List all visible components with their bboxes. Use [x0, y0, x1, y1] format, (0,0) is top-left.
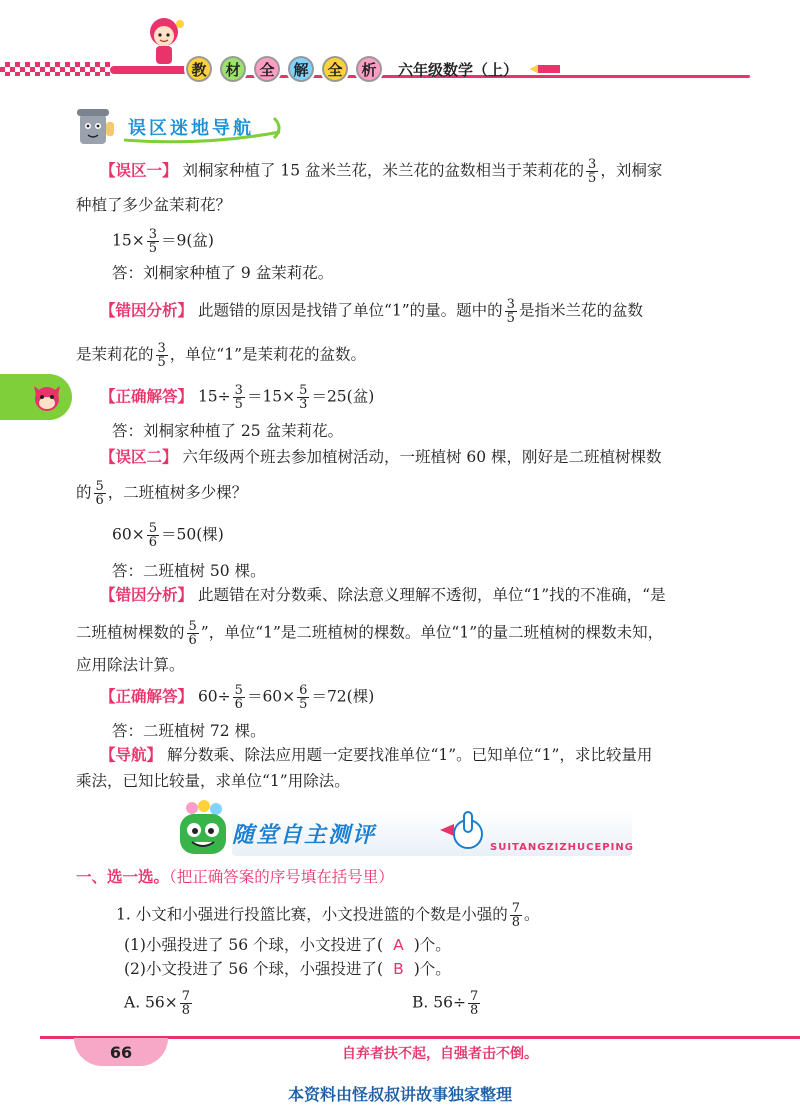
question-1-part-1: (1)小强投进了 56 个球，小文投进了( A )个。 — [124, 936, 451, 954]
error1-work: 15× $\frac{3}{5}$ ＝9(盆) — [112, 227, 214, 256]
fraction-3-5: $\frac{3}{5}$ — [588, 157, 597, 186]
error2-correct: 【正确解答】 60÷ $\frac{5}{6}$ ＝60× $\frac{6}{5}$ ＝72(棵) — [100, 683, 375, 712]
fraction-5-3: $\frac{5}{3}$ — [299, 383, 308, 412]
book-title-badges — [184, 54, 384, 84]
error1-correct-answer: 答：刘桐家种植了 25 盆茉莉花。 — [112, 422, 344, 440]
error1-tag: 【误区一】 — [100, 161, 178, 180]
fraction-7-8: $\frac{7}{8}$ — [181, 989, 191, 1018]
footer-credit: 本资料由怪叔叔讲故事独家整理 — [287, 1085, 512, 1104]
answer-blank-1[interactable]: A — [393, 936, 404, 954]
error1-cause-line1: 【错因分析】 此题错的原因是找错了单位“1”的量。题中的 $\frac{3}{5}$ 是指米兰花的盆数 — [100, 297, 643, 326]
pen-icon — [530, 64, 560, 74]
correct-tag: 【正确解答】 — [100, 387, 194, 406]
fraction-3-5: $\frac{3}{5}$ — [506, 297, 515, 326]
answer-blank-2[interactable]: B — [393, 960, 404, 978]
guide-tag: 【导航】 — [100, 746, 163, 764]
section-title-badge — [124, 112, 284, 144]
exercise-section-label: 一、选一选。 — [76, 868, 170, 886]
fraction-3-5: $\frac{3}{5}$ — [148, 227, 157, 256]
cause-tag: 【错因分析】 — [100, 301, 194, 320]
book-title-char: 全 — [252, 54, 282, 84]
fraction-5-6: $\frac{5}{6}$ — [188, 619, 197, 648]
fraction-5-6: $\frac{5}{6}$ — [95, 479, 104, 508]
cause-tag: 【错因分析】 — [100, 586, 194, 604]
fraction-3-5: $\frac{3}{5}$ — [234, 383, 243, 412]
book-title-char: 材 — [218, 54, 248, 84]
fox-face-icon — [30, 380, 64, 414]
error1-correct: 【正确解答】 15÷ $\frac{3}{5}$ ＝15× $\frac{5}{3}$ ＝25(盆) — [100, 383, 375, 412]
error2-line2: 的 $\frac{5}{6}$ ，二班植树多少棵？ — [76, 479, 248, 508]
error2-tag: 【误区二】 — [100, 448, 178, 466]
exercise-section-heading — [76, 866, 394, 888]
green-monster-icon — [174, 800, 232, 860]
question-1-part-2: (2)小文投进了 56 个球，小强投进了( B )个。 — [124, 960, 451, 978]
fraction-3-5: $\frac{3}{5}$ — [157, 341, 166, 370]
book-title-char: 教 — [184, 54, 214, 84]
section-title: 误区迷地导航 — [128, 118, 254, 139]
option-b[interactable]: B. 56÷ $\frac{7}{8}$ — [412, 989, 479, 1018]
fraction-7-8: $\frac{7}{8}$ — [511, 901, 520, 930]
girl-mascot-icon — [140, 14, 188, 72]
book-title-char: 解 — [286, 54, 316, 84]
error2-cause-line2: 二班植树棵数的 $\frac{5}{6}$ ”，单位“1”是二班植树的棵数。单位“1”的量二班植树的棵数未知， — [76, 619, 664, 648]
error1-line2: 种植了多少盆茉莉花？ — [76, 196, 232, 214]
error1-line1: 【误区一】 刘桐家种植了 15 盆米兰花，米兰花的盆数相当于茉莉花的 $\frac{3}{5}$ ，刘桐家 — [100, 157, 663, 186]
guide-line1: 【导航】 解分数乘、除法应用题一定要找准单位“1”。已知单位“1”，求比较量用 — [100, 746, 653, 764]
correct-tag: 【正确解答】 — [100, 687, 194, 706]
error1-answer: 答：刘桐家种植了 9 盆茉莉花。 — [112, 264, 334, 282]
error1-cause-line2: 是茉莉花的 $\frac{3}{5}$ ，单位“1”是茉莉花的盆数。 — [76, 341, 367, 370]
fraction-5-6: $\frac{5}{6}$ — [234, 683, 243, 712]
question-1: 1. 小文和小强进行投篮比赛，小文投进篮的个数是小强的 $\frac{7}{8}$ 。 — [116, 901, 540, 930]
trash-can-mascot-icon — [72, 104, 118, 148]
error2-cause-line3: 应用除法计算。 — [76, 656, 185, 674]
pointing-hand-icon — [440, 808, 484, 854]
footer-motto: 自弃者扶不起，自强者击不倒。 — [342, 1046, 538, 1062]
error1-text: 刘桐家种植了 15 盆米兰花，米兰花的盆数相当于茉莉花的 — [177, 161, 585, 180]
fraction-7-8: $\frac{7}{8}$ — [469, 989, 479, 1018]
banner-title: 随堂自主测评 — [232, 823, 377, 848]
book-title-char: 析 — [354, 54, 384, 84]
fraction-6-5: $\frac{6}{5}$ — [299, 683, 308, 712]
error2-correct-answer: 答：二班植树 72 棵。 — [112, 722, 266, 740]
error2-line1: 【误区二】 六年级两个班去参加植树活动，一班植树 60 棵，刚好是二班植树棵数 — [100, 448, 662, 466]
grade-subject-label: 六年级数学（上） — [398, 61, 519, 79]
header-checker-decoration — [0, 62, 110, 76]
fraction-5-6: $\frac{5}{6}$ — [148, 521, 157, 550]
error2-work: 60× $\frac{5}{6}$ ＝50(棵) — [112, 521, 224, 550]
option-a[interactable]: A. 56× $\frac{7}{8}$ — [124, 989, 191, 1018]
banner-subtitle: SUITANGZIZHUCEPING — [490, 842, 634, 853]
guide-line2: 乘法，已知比较量，求单位“1”用除法。 — [76, 772, 350, 790]
book-title-char: 全 — [320, 54, 350, 84]
error2-answer: 答：二班植树 50 棵。 — [112, 562, 266, 580]
exercise-section-hint: （把正确答案的序号填在括号里） — [169, 868, 394, 886]
error2-cause-line1: 【错因分析】 此题错在对分数乘、除法意义理解不透彻，单位“1”找的不准确，“是 — [100, 586, 666, 604]
page-number: 66 — [74, 1038, 168, 1066]
